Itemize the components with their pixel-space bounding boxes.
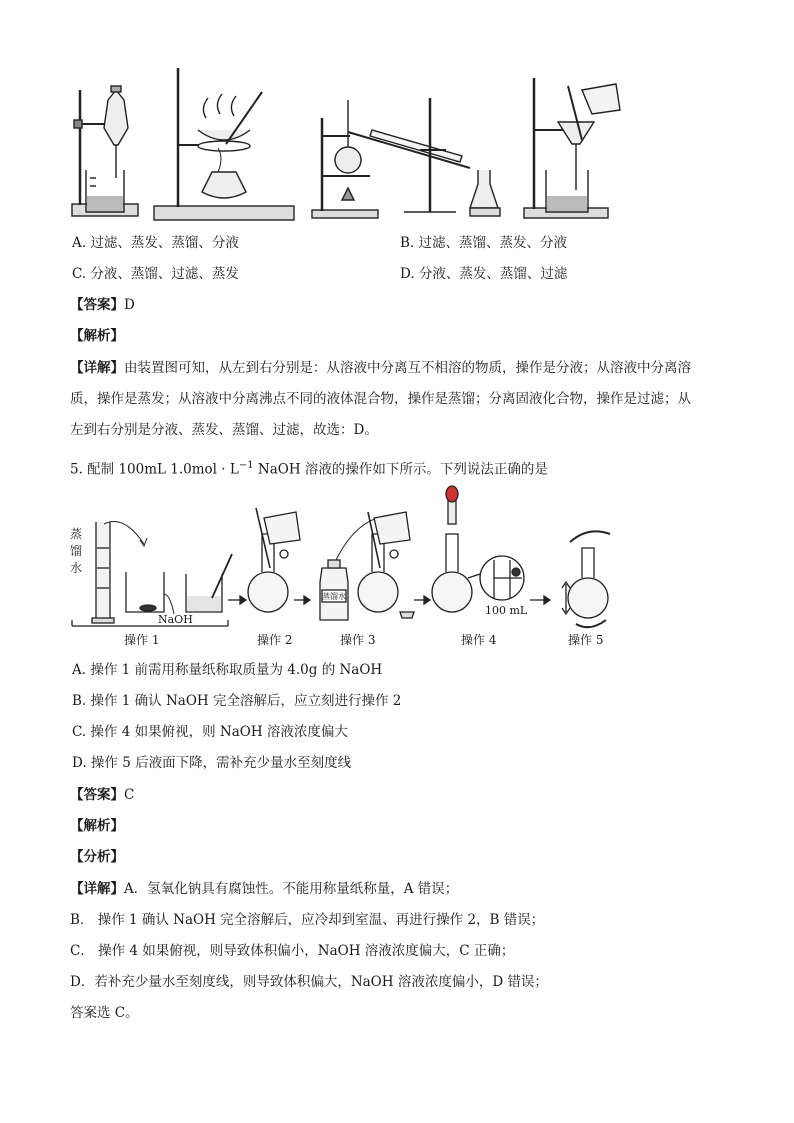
bottle-label: 蒸馏水: [322, 592, 346, 601]
q5-answer-line: [70, 786, 134, 804]
q4-option-d: D. 分液、蒸发、蒸馏、过滤: [400, 266, 568, 282]
q5-option-d: D. 操作 5 后液面下降，需补充少量水至刻度线: [72, 755, 352, 771]
q5-stem-pre: 5. 配制 100mL 1.0mol · L: [70, 461, 239, 478]
q5-detail-line-5: 答案选 C。: [70, 1005, 139, 1021]
q5-option-b: B. 操作 1 确认 NaOH 完全溶解后，应立刻进行操作 2: [72, 693, 402, 709]
q5-procedure-figure: [0, 488, 794, 658]
detail-tag: 【详解】: [70, 360, 124, 376]
op4-caption: 操作 4: [461, 633, 497, 647]
q4-analysis-tag: 【解析】: [70, 328, 124, 344]
answer-tag: 【答案】: [70, 297, 124, 313]
q5-detail-line-4: D．若补充少量水至刻度线，则导致体积偏大，NaOH 溶液浓度偏小，D 错误；: [70, 974, 548, 990]
q5-stem-post: NaOH 溶液的操作如下所示。下列说法正确的是: [253, 461, 548, 478]
q4-option-b: B. 过滤、蒸馏、蒸发、分液: [400, 235, 568, 251]
water-label-2: 馏: [70, 544, 83, 558]
op3-caption: 操作 3: [340, 633, 376, 647]
q4-option-a: A. 过滤、蒸发、蒸馏、分液: [72, 235, 239, 251]
volume-label: 100 mL: [485, 604, 528, 617]
op2-caption: 操作 2: [257, 633, 293, 647]
separatory-funnel-apparatus: [72, 86, 138, 216]
q5-detail-line-3: C． 操作 4 如果俯视，则导致体积偏小，NaOH 溶液浓度偏大，C 正确；: [70, 943, 515, 959]
q4-detail-line-3: 左到右分别是分液、蒸发、蒸馏、过滤，故选：D。: [70, 422, 378, 438]
distillation-apparatus: [312, 98, 500, 218]
q4-apparatus-figure: [0, 0, 794, 230]
q4-answer-line: [70, 296, 135, 314]
q5-stem: [70, 457, 548, 479]
q5-option-a: A. 操作 1 前需用称量纸称取质量为 4.0g 的 NaOH: [72, 662, 383, 678]
q5-fenxi-tag: 【分析】: [70, 849, 124, 865]
q4-option-c: C. 分液、蒸馏、过滤、蒸发: [72, 266, 239, 282]
q5-detail-line-2: B． 操作 1 确认 NaOH 完全溶解后，应冷却到室温、再进行操作 2，B 错误；: [70, 912, 545, 928]
q4-detail-line-2: 质，操作是蒸发；从溶液中分离沸点不同的液体混合物，操作是蒸馏；分离固液化合物，操作是过滤；从: [70, 391, 691, 407]
q4-detail-line-1: [70, 359, 691, 377]
detail-text: A．氢氧化钠具有腐蚀性。不能用称量纸称量，A 错误；: [124, 881, 459, 897]
water-label-3: 水: [70, 561, 83, 575]
water-label-1: 蒸: [70, 527, 83, 541]
answer-tag: 【答案】: [70, 787, 124, 803]
op5-caption: 操作 5: [568, 633, 604, 647]
q5-analysis-tag: 【解析】: [70, 818, 124, 834]
q5-detail-line-1: [70, 880, 458, 898]
q5-answer: C: [124, 787, 135, 803]
evaporation-apparatus: [154, 68, 294, 220]
naoh-label: NaOH: [158, 613, 193, 626]
q5-stem-sup: −1: [238, 460, 254, 471]
q5-option-c: C. 操作 4 如果俯视，则 NaOH 溶液浓度偏大: [72, 724, 348, 740]
filtration-apparatus: [524, 78, 620, 218]
q4-answer: D: [124, 297, 135, 313]
detail-tag: 【详解】: [70, 881, 124, 897]
detail-text: 由装置图可知，从左到右分别是：从溶液中分离互不相溶的物质，操作是分液；从溶液中分离溶: [124, 360, 691, 376]
op1-caption: 操作 1: [124, 633, 160, 647]
